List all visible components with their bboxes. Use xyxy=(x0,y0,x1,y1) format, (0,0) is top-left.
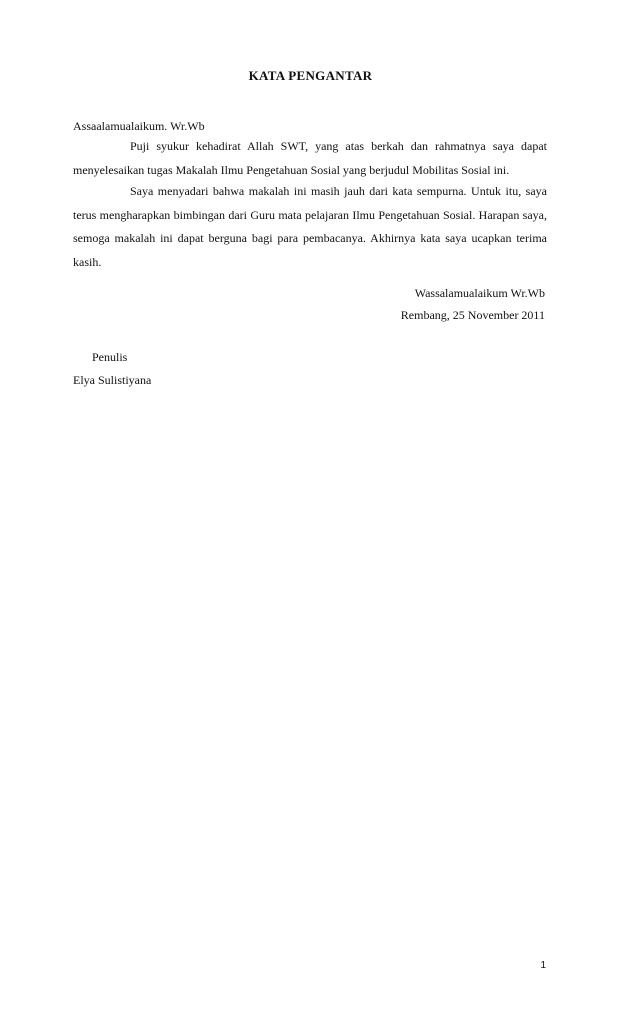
paragraph-acknowledgement: Saya menyadari bahwa makalah ini masih jauh dari kata sempurna. Untuk itu, saya terus mengharapkan bimbingan dari Guru mata pelajaran Ilmu Pengetahuan Sosial. Harapan saya, semoga makalah ini dapat berguna bagi para pembacanya. Akhirnya kata saya ucapkan terima kasih. xyxy=(73,184,547,269)
greeting-text: Assaalamualaikum. Wr.Wb xyxy=(73,119,205,133)
paragraph-gratitude: Puji syukur kehadirat Allah SWT, yang atas berkah dan rahmatnya saya dapat menyelesaikan tugas Makalah Ilmu Pengetahuan Sosial yang berjudul Mobilitas Sosial ini. xyxy=(73,139,547,177)
place-and-date: Rembang, 25 November 2011 xyxy=(400,308,545,322)
page-number: 1 xyxy=(540,960,546,971)
closing-salutation: Wassalamualaikum Wr.Wb xyxy=(414,286,545,300)
page-title: KATA PENGANTAR xyxy=(248,68,373,83)
author-role: Penulis xyxy=(92,350,128,364)
author-name: Elya Sulistiyana xyxy=(73,373,152,387)
